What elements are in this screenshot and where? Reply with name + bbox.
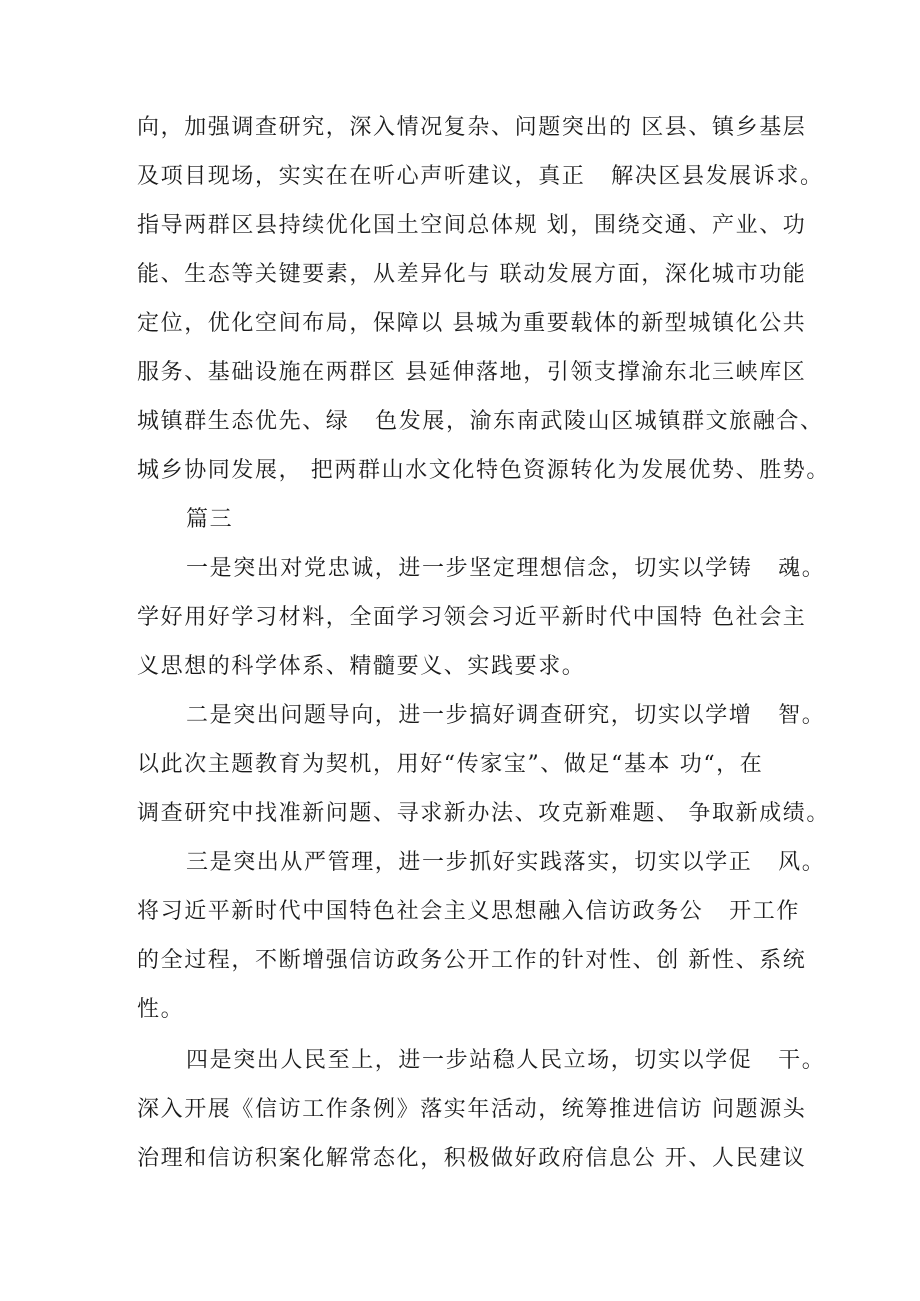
body-text-line: 学好用好学习材料，全面学习领会习近平新时代中国特 色社会主 (137, 605, 807, 630)
body-text-line: 城乡协同发展， 把两群山水文化特色资源转化为发展优势、胜势。 (137, 458, 830, 483)
body-text-line: 的全过程，不断增强信访政务公开工作的针对性、创 新性、系统 (137, 948, 807, 973)
body-text-line: 向，加强调查研究，深入情况复杂、问题突出的 区县、镇乡基层 (137, 115, 807, 140)
body-text-line: 及项目现场，实实在在听心声听建议，真正 解决区县发展诉求。 (137, 164, 824, 189)
paragraph-first-line: 四是突出人民至上，进一步站稳人民立场，切实以学促 干。 (186, 1048, 826, 1073)
paragraph-first-line: 三是突出从严管理，进一步抓好实践落实，切实以学正 风。 (186, 850, 826, 875)
body-text-line: 城镇群生态优先、绿 色发展，渝东南武陵山区城镇群文旅融合、 (137, 409, 824, 434)
paragraph-first-line: 一是突出对党忠诚，进一步坚定理想信念，切实以学铸 魂。 (186, 556, 826, 581)
body-text-line: 调查研究中找准新问题、寻求新办法、攻克新难题、 争取新成绩。 (137, 801, 830, 826)
paragraph-first-line: 二是突出问题导向，进一步搞好调查研究，切实以学增 智。 (186, 703, 826, 728)
body-text-line: 治理和信访积案化解常态化，积极做好政府信息公 开、人民建议 (137, 1146, 807, 1171)
body-text-line: 服务、基础设施在两群区 县延伸落地，引领支撑渝东北三峡库区 (137, 360, 807, 385)
section-heading: 篇三 (186, 507, 234, 532)
body-text-line: 以此次主题教育为契机，用好“传家宝”、做足“基本 功“，在 (137, 752, 764, 777)
body-text-line: 将习近平新时代中国特色社会主义思想融入信访政务公 开工作 (137, 899, 800, 924)
body-text-line: 指导两群区县持续优化国土空间总体规 划，围绕交通、产业、功 (137, 213, 807, 238)
body-text-line: 定位，优化空间布局，保障以 县城为重要载体的新型城镇化公共 (137, 311, 807, 336)
body-text-line: 能、生态等关键要素，从差异化与 联动发展方面，深化城市功能 (137, 262, 807, 287)
body-text-line: 深入开展《信访工作条例》落实年活动，统筹推进信访 问题源头 (137, 1097, 807, 1122)
body-text-line: 性。 (137, 997, 185, 1022)
body-text-line: 义思想的科学体系、精髓要义、实践要求。 (137, 654, 586, 679)
